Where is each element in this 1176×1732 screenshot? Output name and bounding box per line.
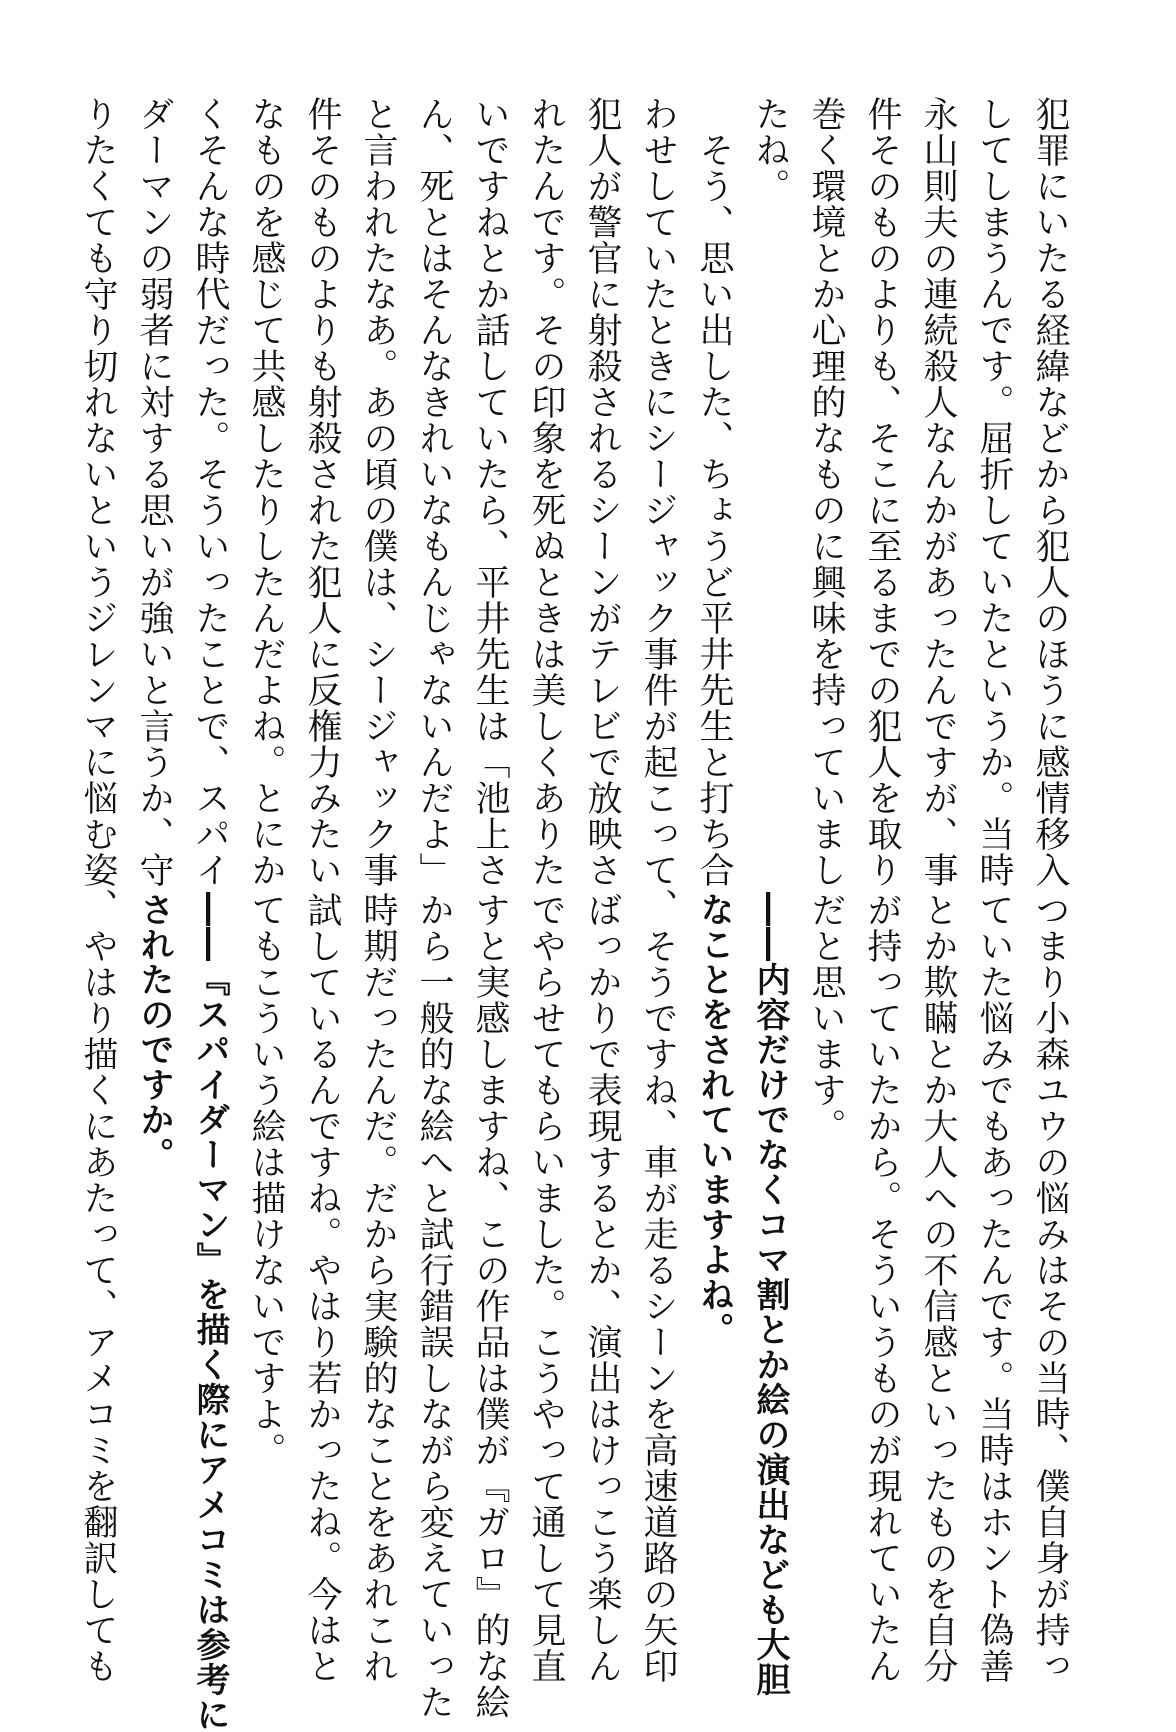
text-line: 時期だったんだ。だから実験的なことをあれこれ [358,892,398,1684]
text-line: そう、思い出した、ちょうど平井先生と打ち合 [694,96,734,888]
text-line: ばっかりで表現するとか、演出はけっこう楽しん [582,892,622,1684]
text-line: だと思います。 [806,892,846,1144]
text-line: とか欺瞞とか大人への不信感といったものを自分 [918,892,958,1684]
interview-question: ――内容だけでなくコマ割とか絵の演出なども大胆 [750,892,790,1697]
text-line: でやらせてもらいました。こうやって通して見直 [526,892,566,1684]
text-line: てもこういう絵は描けないですよ。 [246,892,286,1468]
text-line: なものを感じて共感したりしたんだよね。とにか [246,96,286,888]
text-line: そうですね、車が走るシーンを高速道路の矢印 [638,892,678,1684]
interview-question: ――『スパイダーマン』を描く際にアメコミは参考に [190,892,230,1732]
text-line: すと実感しますね、この作品は僕が『ガロ』的な絵 [470,892,510,1720]
text-line: わせしていたときにシージャック事件が起こって、 [638,96,678,924]
text-line: から一般的な絵へと試行錯誤しながら変えていった [414,892,454,1720]
interview-question: されたのですか。 [134,892,174,1172]
text-line: と言われたなあ。あの頃の僕は、シージャック事 [358,96,398,888]
text-line: ていた悩みでもあったんです。当時はホント偽善 [974,892,1014,1684]
text-line: 犯人が警官に射殺されるシーンがテレビで放映さ [582,96,622,888]
text-line: くそんな時代だった。そういったことで、スパイ [190,96,230,888]
text-line: ん、死とはそんなきれいなもんじゃないんだよ」 [414,96,454,888]
text-line: 犯罪にいたる経緯などから犯人のほうに感情移入 [1030,96,1070,888]
text-line: してしまうんです。屈折していたというか。当時 [974,96,1014,888]
text-line: つまり小森ユウの悩みはその当時、僕自身が持っ [1030,892,1070,1684]
text-line: 件そのものよりも射殺された犯人に反権力みたい [302,96,342,888]
text-line: いですねとか話していたら、平井先生は「池上さ [470,96,510,888]
text-line: 試しているんですね。やはり若かったね。今はと [302,892,342,1684]
text-line: りたくても守り切れないというジレンマに悩む姿、 [78,96,118,924]
text-line: ダーマンの弱者に対する思いが強いと言うか、守 [134,96,174,888]
upper-text-block [70,96,1078,924]
text-line: 永山則夫の連続殺人なんかがあったんですが、事 [918,96,958,888]
text-line: やはり描くにあたって、アメコミを翻訳しても [78,892,118,1684]
interview-question: なことをされていますよね。 [694,892,734,1347]
text-line: 件そのものよりも、そこに至るまでの犯人を取り [862,96,902,888]
lower-text-block [70,892,1078,1732]
text-line: が持っていたから。そういうものが現れていたん [862,892,902,1684]
text-line: たね。 [750,96,790,204]
text-line: れたんです。その印象を死ぬときは美しくありた [526,96,566,888]
text-line: 巻く環境とか心理的なものに興味を持っていまし [806,96,846,888]
